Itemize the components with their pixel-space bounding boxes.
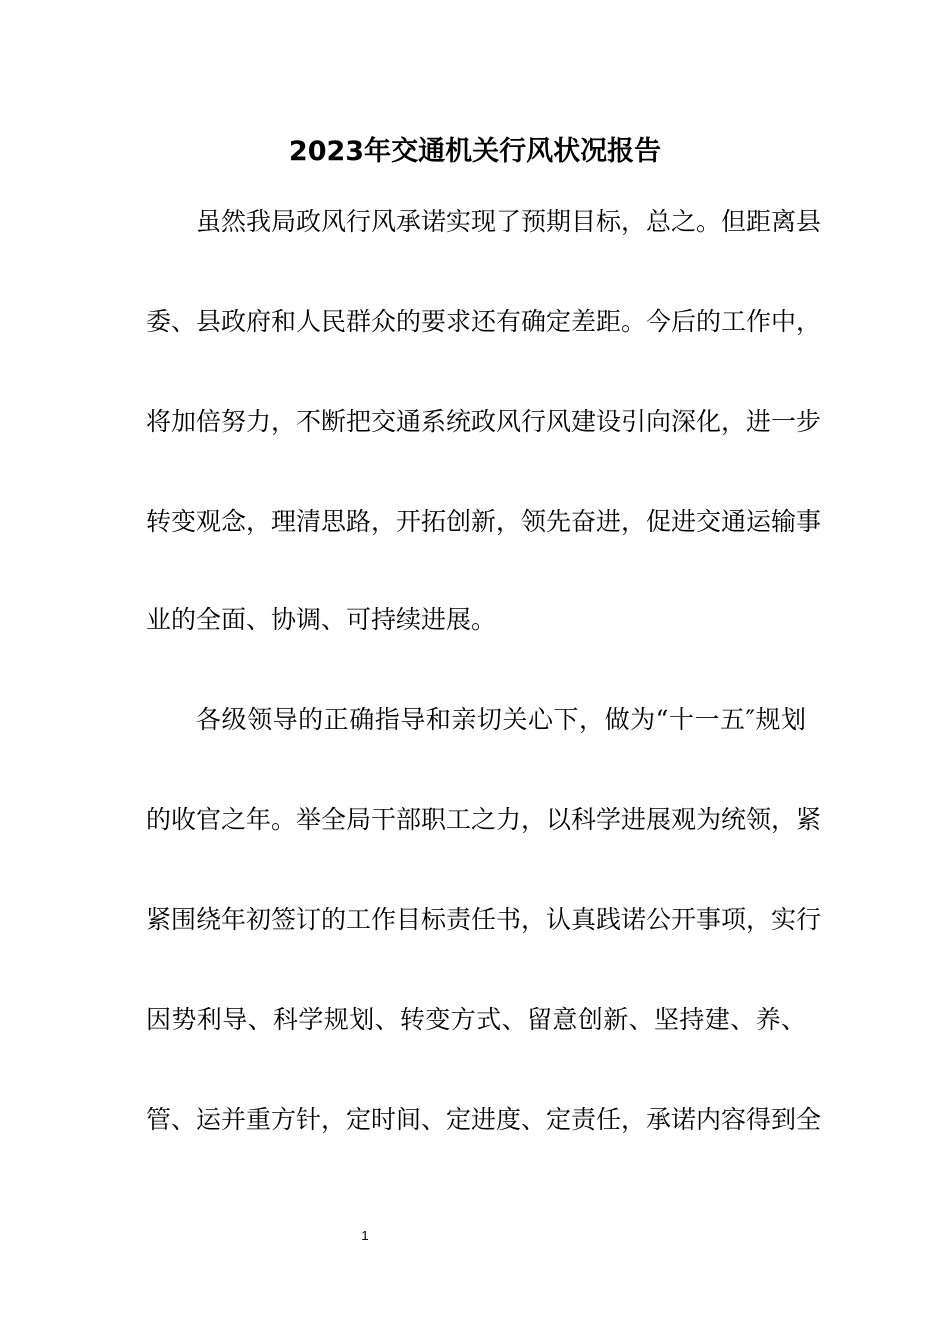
paragraph-line: 因势利导、科学规划、转变方式、留意创新、坚持建、养、 xyxy=(146,1005,806,1034)
paragraph-line: 各级领导的正确指导和亲切关心下，做为“十一五″规划 xyxy=(196,705,806,734)
page-number: 1 xyxy=(361,1228,369,1243)
document-title: 2023年交通机关行风状况报告 xyxy=(288,136,662,167)
paragraph-line: 管、运并重方针，定时间、定进度、定责任，承诺内容得到全 xyxy=(146,1105,822,1134)
paragraph-line: 将加倍努力，不断把交通系统政风行风建设引向深化，进一步 xyxy=(146,407,822,436)
paragraph-line: 虽然我局政风行风承诺实现了预期目标，总之。但距离县 xyxy=(196,207,822,236)
paragraph-line: 紧围绕年初签订的工作目标责任书，认真践诺公开事项，实行 xyxy=(146,905,822,934)
paragraph-line: 的收官之年。举全局干部职工之力，以科学进展观为统领，紧 xyxy=(146,805,822,834)
paragraph-line: 转变观念，理清思路，开拓创新，领先奋进，促进交通运输事 xyxy=(146,507,822,536)
paragraph-line: 业的全面、协调、可持续进展。 xyxy=(146,605,497,634)
paragraph-line: 委、县政府和人民群众的要求还有确定差距。今后的工作中， xyxy=(146,307,822,336)
